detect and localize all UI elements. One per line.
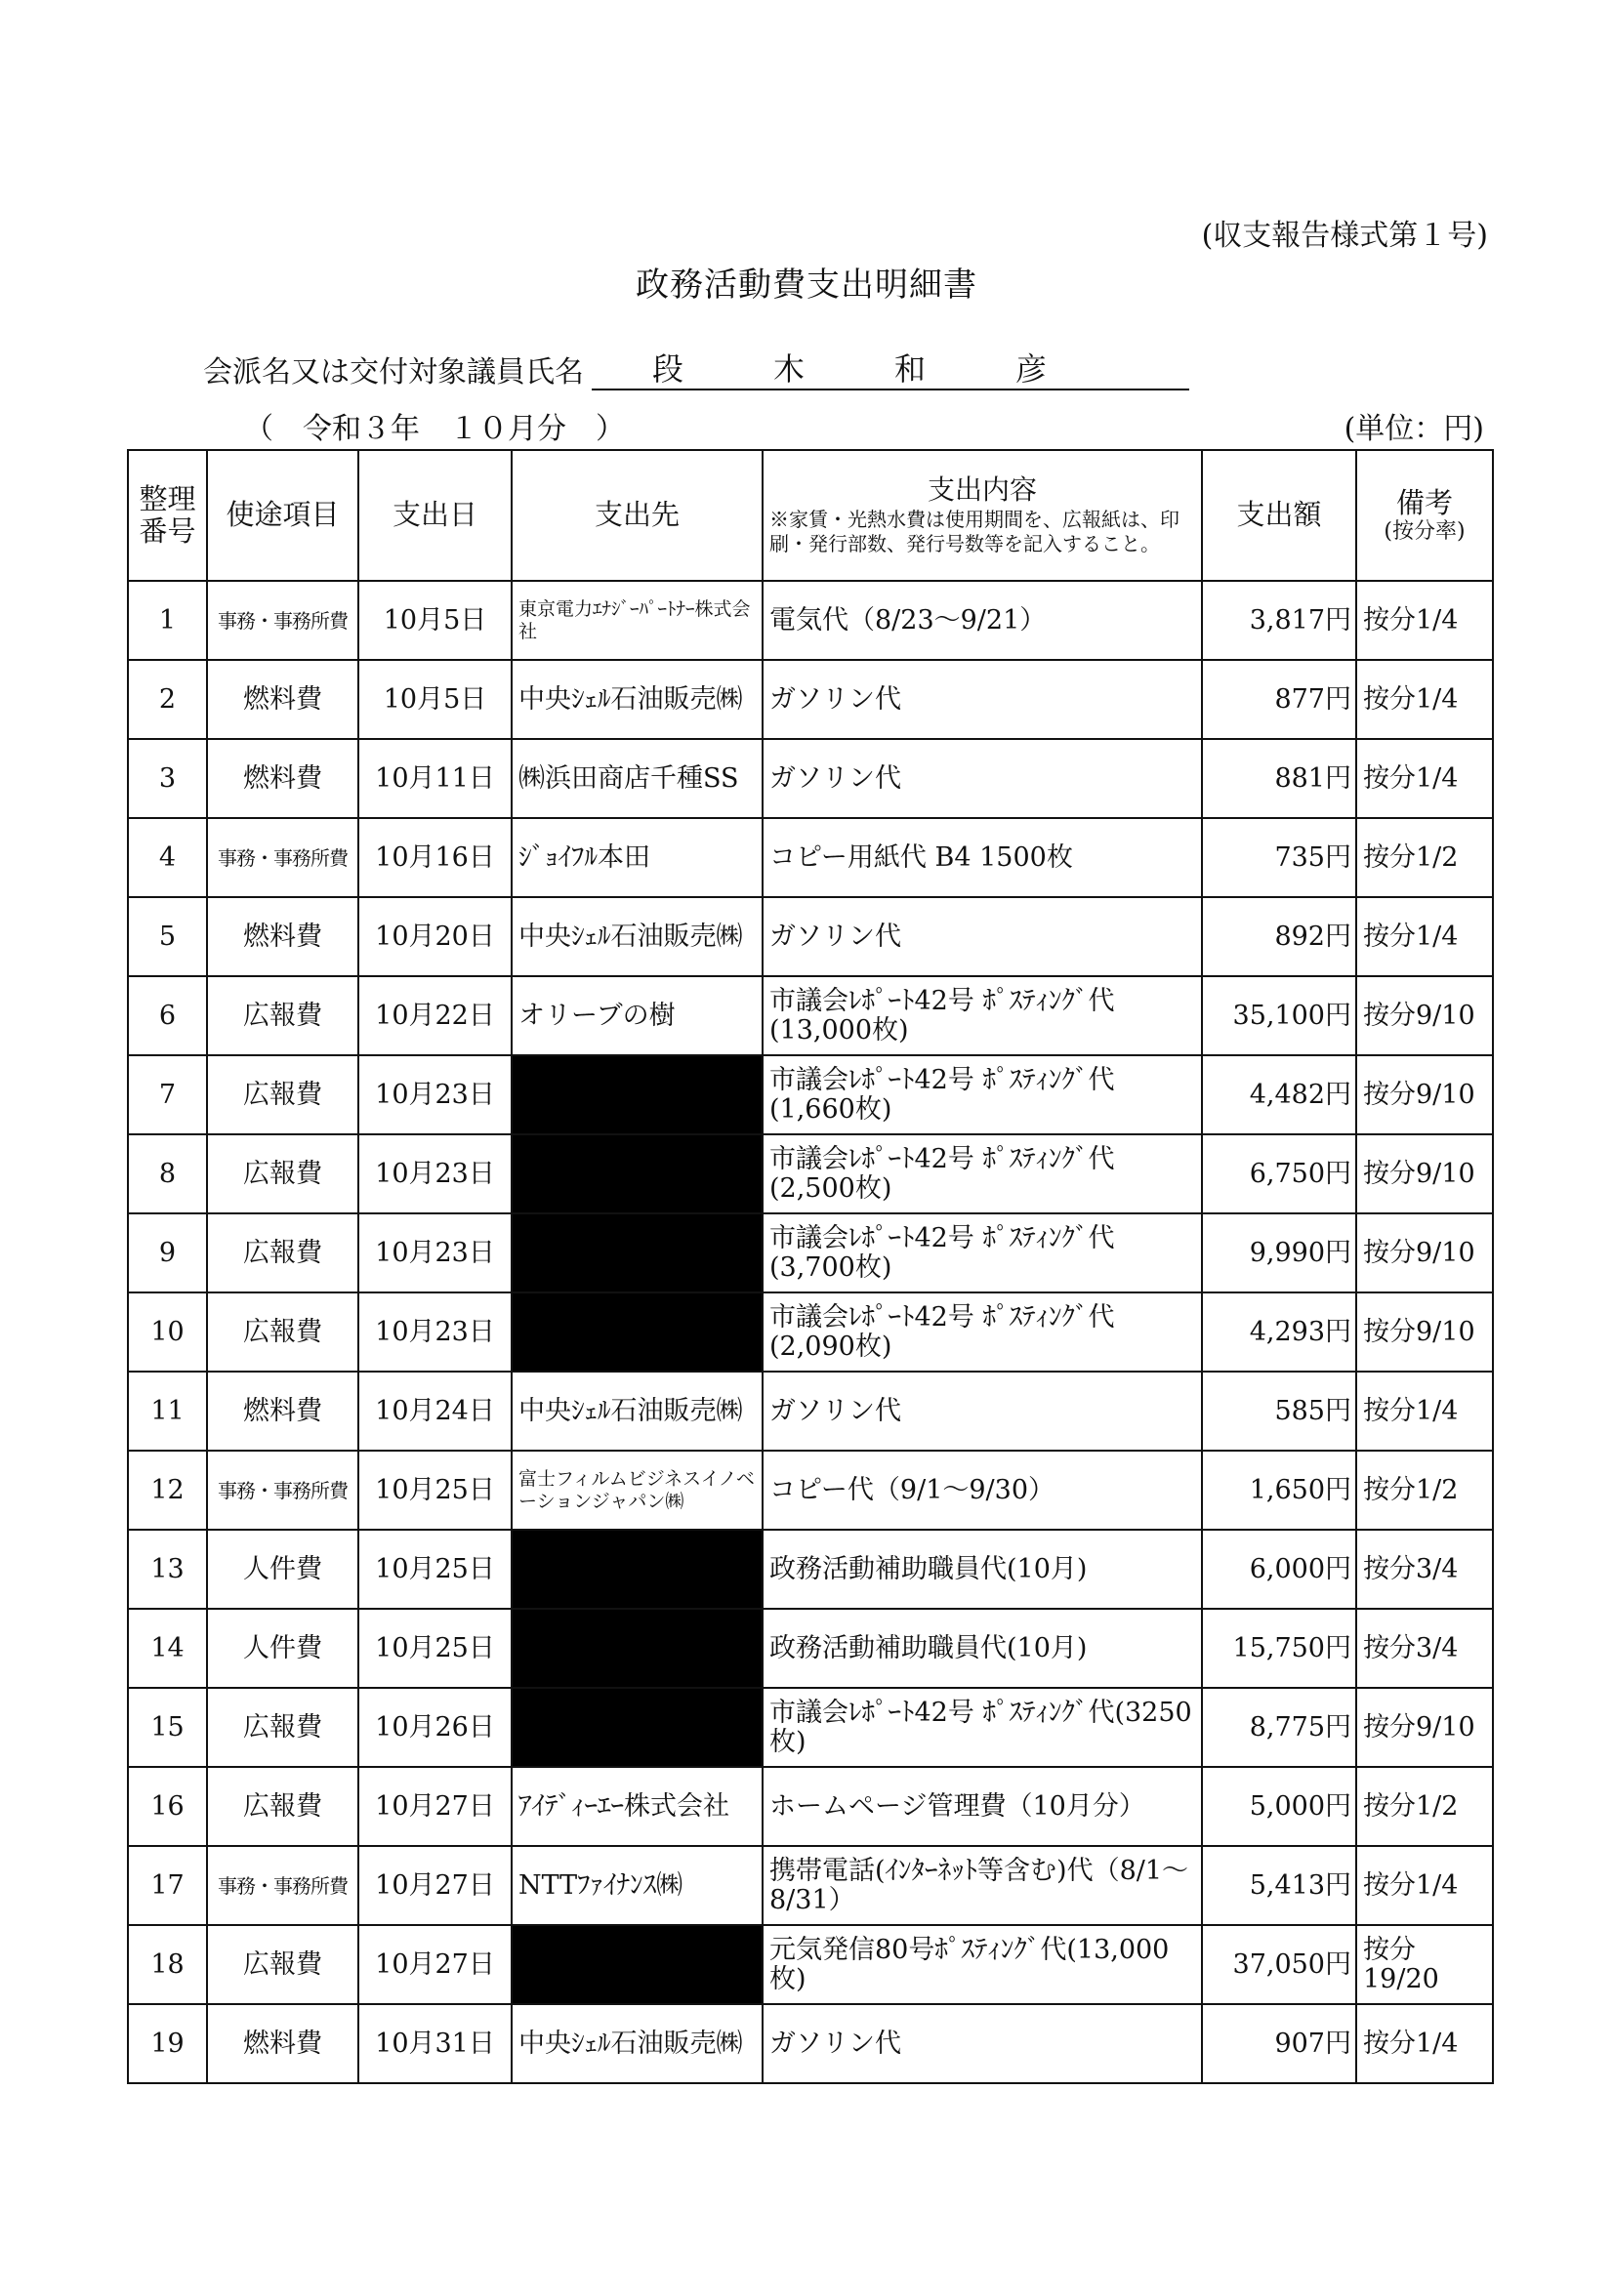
header-remark-sub: (按分率) xyxy=(1384,519,1466,545)
row-purpose: 燃料費 xyxy=(207,2004,358,2083)
row-purpose: 広報費 xyxy=(207,1925,358,2004)
row-amount: 15,750円 xyxy=(1202,1609,1356,1688)
row-number: 14 xyxy=(128,1609,207,1688)
row-payee-redacted xyxy=(512,1292,763,1372)
row-number: 7 xyxy=(128,1055,207,1134)
row-remark: 按分9/10 xyxy=(1356,976,1493,1055)
member-line xyxy=(203,348,1189,390)
table-row xyxy=(128,581,1493,660)
row-content: 元気発信80号ﾎﾟｽﾃｨﾝｸﾞ代(13,000枚) xyxy=(763,1925,1202,2004)
row-date: 10月31日 xyxy=(358,2004,512,2083)
row-number: 15 xyxy=(128,1688,207,1767)
header-content xyxy=(763,450,1202,581)
row-date: 10月27日 xyxy=(358,1925,512,2004)
row-payee: NTTﾌｧｲﾅﾝｽ㈱ xyxy=(512,1846,763,1925)
row-remark: 按分1/2 xyxy=(1356,1451,1493,1530)
row-amount: 4,482円 xyxy=(1202,1055,1356,1134)
row-number: 5 xyxy=(128,897,207,976)
row-content: ガソリン代 xyxy=(763,660,1202,739)
table-row xyxy=(128,1292,1493,1372)
row-payee: 中央ｼｪﾙ石油販売㈱ xyxy=(512,660,763,739)
header-amount: 支出額 xyxy=(1202,450,1356,581)
row-purpose: 広報費 xyxy=(207,1134,358,1213)
row-content: 携帯電話(ｲﾝﾀｰﾈｯﾄ等含む)代（8/1～8/31） xyxy=(763,1846,1202,1925)
row-number: 6 xyxy=(128,976,207,1055)
row-payee-redacted xyxy=(512,1055,763,1134)
row-purpose: 人件費 xyxy=(207,1530,358,1609)
table-row xyxy=(128,976,1493,1055)
row-purpose: 事務・事務所費 xyxy=(207,581,358,660)
row-date: 10月23日 xyxy=(358,1292,512,1372)
row-remark: 按分1/2 xyxy=(1356,1767,1493,1846)
header-content-label: 支出内容 xyxy=(927,472,1037,506)
row-amount: 9,990円 xyxy=(1202,1213,1356,1292)
row-amount: 892円 xyxy=(1202,897,1356,976)
row-number: 10 xyxy=(128,1292,207,1372)
row-remark: 按分1/4 xyxy=(1356,897,1493,976)
row-content: 市議会ﾚﾎﾟｰﾄ42号 ﾎﾟｽﾃｨﾝｸﾞ代(2,090枚) xyxy=(763,1292,1202,1372)
row-content: 市議会ﾚﾎﾟｰﾄ42号 ﾎﾟｽﾃｨﾝｸﾞ代(13,000枚) xyxy=(763,976,1202,1055)
row-purpose: 広報費 xyxy=(207,1292,358,1372)
row-content: ガソリン代 xyxy=(763,897,1202,976)
row-date: 10月22日 xyxy=(358,976,512,1055)
table-row xyxy=(128,2004,1493,2083)
row-purpose: 事務・事務所費 xyxy=(207,1846,358,1925)
header-no: 整理番号 xyxy=(128,450,207,581)
header-payee: 支出先 xyxy=(512,450,763,581)
table-row xyxy=(128,1213,1493,1292)
row-purpose: 広報費 xyxy=(207,1767,358,1846)
table-row xyxy=(128,1609,1493,1688)
row-remark: 按分1/2 xyxy=(1356,818,1493,897)
table-row xyxy=(128,660,1493,739)
row-purpose: 燃料費 xyxy=(207,897,358,976)
row-content: ガソリン代 xyxy=(763,739,1202,818)
row-remark: 按分3/4 xyxy=(1356,1530,1493,1609)
member-label: 会派名又は交付対象議員氏名 xyxy=(203,355,584,390)
row-date: 10月23日 xyxy=(358,1134,512,1213)
row-date: 10月24日 xyxy=(358,1372,512,1451)
row-date: 10月23日 xyxy=(358,1213,512,1292)
row-payee: ㈱浜田商店千種SS xyxy=(512,739,763,818)
row-amount: 4,293円 xyxy=(1202,1292,1356,1372)
row-number: 9 xyxy=(128,1213,207,1292)
row-payee: 東京電力ｴﾅｼﾞｰﾊﾟｰﾄﾅｰ株式会社 xyxy=(512,581,763,660)
row-number: 16 xyxy=(128,1767,207,1846)
row-content: コピー用紙代 B4 1500枚 xyxy=(763,818,1202,897)
unit-label: (単位：円) xyxy=(1344,412,1484,446)
row-purpose: 広報費 xyxy=(207,1055,358,1134)
row-payee-redacted xyxy=(512,1530,763,1609)
row-date: 10月5日 xyxy=(358,581,512,660)
row-purpose: 燃料費 xyxy=(207,660,358,739)
expense-table xyxy=(127,449,1494,2084)
row-number: 2 xyxy=(128,660,207,739)
row-payee: 中央ｼｪﾙ石油販売㈱ xyxy=(512,1372,763,1451)
row-content: 市議会ﾚﾎﾟｰﾄ42号 ﾎﾟｽﾃｨﾝｸﾞ代(2,500枚) xyxy=(763,1134,1202,1213)
row-amount: 5,413円 xyxy=(1202,1846,1356,1925)
row-payee: ｼﾞｮｲﾌﾙ本田 xyxy=(512,818,763,897)
row-date: 10月25日 xyxy=(358,1609,512,1688)
row-content: 政務活動補助職員代(10月) xyxy=(763,1609,1202,1688)
header-date: 支出日 xyxy=(358,450,512,581)
row-content: コピー代（9/1～9/30） xyxy=(763,1451,1202,1530)
member-name: 段木和彦 xyxy=(592,349,1189,390)
row-amount: 8,775円 xyxy=(1202,1688,1356,1767)
row-number: 13 xyxy=(128,1530,207,1609)
row-amount: 37,050円 xyxy=(1202,1925,1356,2004)
row-date: 10月27日 xyxy=(358,1846,512,1925)
row-remark: 按分9/10 xyxy=(1356,1292,1493,1372)
header-purpose: 使途項目 xyxy=(207,450,358,581)
row-amount: 6,750円 xyxy=(1202,1134,1356,1213)
row-purpose: 事務・事務所費 xyxy=(207,1451,358,1530)
row-amount: 881円 xyxy=(1202,739,1356,818)
row-payee: ｱｲﾃﾞｨｰｴｰ株式会社 xyxy=(512,1767,763,1846)
row-content: 市議会ﾚﾎﾟｰﾄ42号 ﾎﾟｽﾃｨﾝｸﾞ代(3,700枚) xyxy=(763,1213,1202,1292)
row-number: 3 xyxy=(128,739,207,818)
row-content: ホームページ管理費（10月分） xyxy=(763,1767,1202,1846)
row-payee-redacted xyxy=(512,1134,763,1213)
row-date: 10月27日 xyxy=(358,1767,512,1846)
row-remark: 按分1/4 xyxy=(1356,1846,1493,1925)
row-number: 4 xyxy=(128,818,207,897)
row-date: 10月20日 xyxy=(358,897,512,976)
row-purpose: 燃料費 xyxy=(207,1372,358,1451)
row-payee: 富士フィルムビジネスイノベーションジャパン㈱ xyxy=(512,1451,763,1530)
row-payee-redacted xyxy=(512,1925,763,2004)
header-row xyxy=(128,450,1493,581)
row-content: 市議会ﾚﾎﾟｰﾄ42号 ﾎﾟｽﾃｨﾝｸﾞ代(3250枚) xyxy=(763,1688,1202,1767)
row-remark: 按分3/4 xyxy=(1356,1609,1493,1688)
header-remark xyxy=(1356,450,1493,581)
row-remark: 按分19/20 xyxy=(1356,1925,1493,2004)
header-content-note: ※家賃・光熱水費は使用期間を、広報紙は、印刷・発行部数、発行号数等を記入すること。 xyxy=(769,508,1179,556)
row-payee-redacted xyxy=(512,1688,763,1767)
report-period: （ 令和３年 １０月分 ） xyxy=(244,412,625,446)
table-row xyxy=(128,1767,1493,1846)
table-row xyxy=(128,1688,1493,1767)
row-remark: 按分9/10 xyxy=(1356,1055,1493,1134)
row-remark: 按分1/4 xyxy=(1356,581,1493,660)
row-payee-redacted xyxy=(512,1213,763,1292)
row-number: 19 xyxy=(128,2004,207,2083)
row-remark: 按分9/10 xyxy=(1356,1134,1493,1213)
table-row xyxy=(128,1925,1493,2004)
row-amount: 735円 xyxy=(1202,818,1356,897)
row-content: 政務活動補助職員代(10月) xyxy=(763,1530,1202,1609)
row-amount: 3,817円 xyxy=(1202,581,1356,660)
table-row xyxy=(128,1530,1493,1609)
row-number: 12 xyxy=(128,1451,207,1530)
row-number: 8 xyxy=(128,1134,207,1213)
row-amount: 877円 xyxy=(1202,660,1356,739)
row-date: 10月25日 xyxy=(358,1451,512,1530)
row-content: 市議会ﾚﾎﾟｰﾄ42号 ﾎﾟｽﾃｨﾝｸﾞ代(1,660枚) xyxy=(763,1055,1202,1134)
row-date: 10月16日 xyxy=(358,818,512,897)
row-purpose: 人件費 xyxy=(207,1609,358,1688)
row-content: 電気代（8/23～9/21） xyxy=(763,581,1202,660)
table-row xyxy=(128,818,1493,897)
form-number: (収支報告様式第１号) xyxy=(1201,219,1488,253)
row-payee: オリーブの樹 xyxy=(512,976,763,1055)
table-row xyxy=(128,1451,1493,1530)
row-date: 10月23日 xyxy=(358,1055,512,1134)
row-remark: 按分1/4 xyxy=(1356,2004,1493,2083)
row-purpose: 広報費 xyxy=(207,1213,358,1292)
row-remark: 按分1/4 xyxy=(1356,660,1493,739)
row-remark: 按分1/4 xyxy=(1356,739,1493,818)
row-payee: 中央ｼｪﾙ石油販売㈱ xyxy=(512,897,763,976)
row-amount: 35,100円 xyxy=(1202,976,1356,1055)
row-content: ガソリン代 xyxy=(763,1372,1202,1451)
row-amount: 6,000円 xyxy=(1202,1530,1356,1609)
row-purpose: 事務・事務所費 xyxy=(207,818,358,897)
document-title: 政務活動費支出明細書 xyxy=(636,266,977,305)
row-date: 10月26日 xyxy=(358,1688,512,1767)
row-remark: 按分1/4 xyxy=(1356,1372,1493,1451)
row-amount: 585円 xyxy=(1202,1372,1356,1451)
row-remark: 按分9/10 xyxy=(1356,1213,1493,1292)
row-remark: 按分9/10 xyxy=(1356,1688,1493,1767)
row-number: 17 xyxy=(128,1846,207,1925)
header-remark-label: 備考 xyxy=(1395,485,1453,519)
table-row xyxy=(128,1372,1493,1451)
row-purpose: 広報費 xyxy=(207,1688,358,1767)
table-row xyxy=(128,1055,1493,1134)
row-date: 10月5日 xyxy=(358,660,512,739)
row-amount: 1,650円 xyxy=(1202,1451,1356,1530)
table-row xyxy=(128,1134,1493,1213)
row-purpose: 燃料費 xyxy=(207,739,358,818)
table-row xyxy=(128,1846,1493,1925)
row-payee-redacted xyxy=(512,1609,763,1688)
table-row xyxy=(128,897,1493,976)
row-date: 10月11日 xyxy=(358,739,512,818)
row-payee: 中央ｼｪﾙ石油販売㈱ xyxy=(512,2004,763,2083)
row-number: 11 xyxy=(128,1372,207,1451)
row-date: 10月25日 xyxy=(358,1530,512,1609)
row-content: ガソリン代 xyxy=(763,2004,1202,2083)
row-amount: 907円 xyxy=(1202,2004,1356,2083)
row-number: 18 xyxy=(128,1925,207,2004)
row-number: 1 xyxy=(128,581,207,660)
table-row xyxy=(128,739,1493,818)
row-amount: 5,000円 xyxy=(1202,1767,1356,1846)
row-purpose: 広報費 xyxy=(207,976,358,1055)
